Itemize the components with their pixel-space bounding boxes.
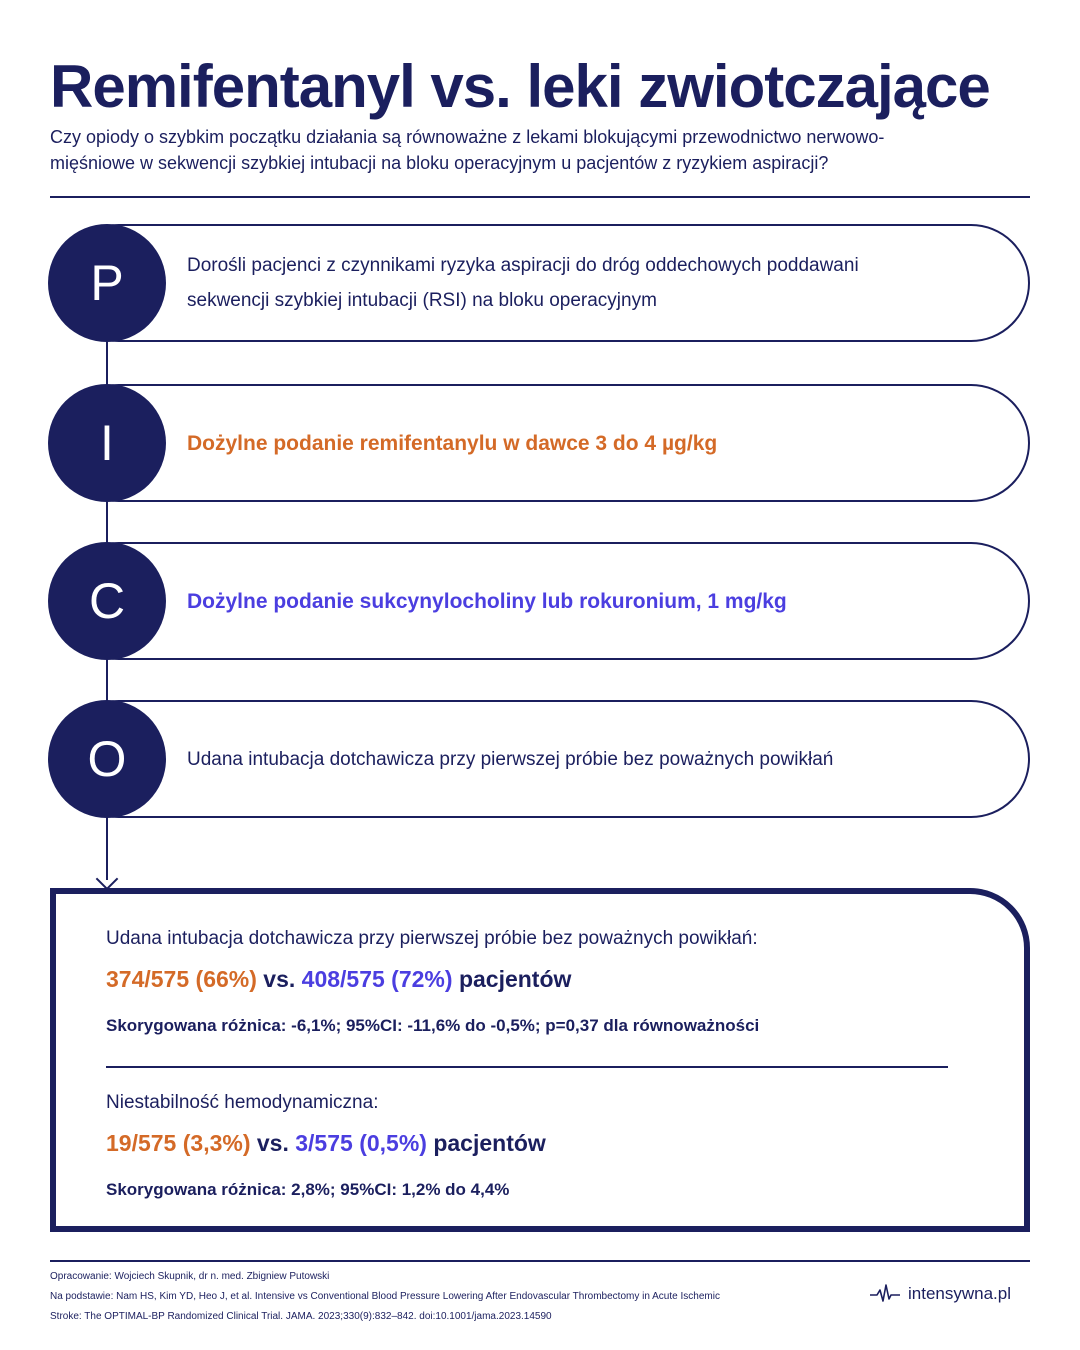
subtitle-line: mięśniowe w sekwencji szybkiej intubacji na bloku operacyjnym u pacjentów z ryzykiem aspiracji? — [50, 153, 829, 173]
remifentanyl-value: 19/575 (3,3%) — [106, 1130, 251, 1156]
arrow-down-icon — [96, 868, 119, 891]
secondary-outcome-detail: Skorygowana różnica: 2,8%; 95%CI: 1,2% do 4,4% — [106, 1180, 510, 1199]
pico-letter-i: I — [48, 384, 166, 502]
outcome-text: Udana intubacja dotchawicza przy pierwszej próbie bez poważnych powikłań — [187, 748, 834, 770]
brand-name: intensywna.pl — [908, 1284, 1012, 1303]
pico-letter-o: O — [48, 700, 166, 818]
results-divider — [106, 1066, 948, 1068]
heartbeat-icon — [870, 1282, 900, 1306]
footer-reference: Stroke: The OPTIMAL-BP Randomized Clinical Trial. JAMA. 2023;330(9):832–842. doi:10.1001/jama.2023.14590 — [50, 1311, 552, 1322]
population-line: sekwencji szybkiej intubacji (RSI) na bloku operacyjnym — [187, 290, 657, 311]
pico-population-card — [60, 224, 1030, 342]
secondary-outcome-result — [106, 1130, 546, 1157]
nmb-value: 408/575 (72%) — [301, 966, 453, 992]
pico-comparison-card — [60, 542, 1030, 660]
secondary-outcome-label: Niestabilność hemodynamiczna: — [106, 1092, 379, 1113]
pico-letter-c: C — [48, 542, 166, 660]
nmb-value: 3/575 (0,5%) — [295, 1130, 427, 1156]
vs-label: vs. — [263, 966, 296, 992]
comparison-text: Dożylne podanie sukcynylocholiny lub rokuronium, 1 mg/kg — [187, 589, 787, 613]
results-box — [50, 888, 1030, 1232]
footer-reference: Na podstawie: Nam HS, Kim YD, Heo J, et al. Intensive vs Conventional Blood Pressure Lowering After Endovascular Thrombectomy in Acute Ischemic — [50, 1291, 720, 1302]
header-divider — [50, 196, 1030, 198]
footer-credits: Opracowanie: Wojciech Skupnik, dr n. med. Zbigniew Putowski — [50, 1271, 330, 1282]
intervention-text: Dożylne podanie remifentanylu w dawce 3 do 4 µg/kg — [187, 431, 718, 455]
footer-divider — [50, 1260, 1030, 1262]
pico-intervention-card — [60, 384, 1030, 502]
population-line: Dorośli pacjenci z czynnikami ryzyka aspiracji do dróg oddechowych poddawani — [187, 255, 859, 276]
subtitle-line: Czy opiody o szybkim początku działania są równoważne z lekami blokującymi przewodnictwo nerwowo- — [50, 127, 885, 147]
pico-letter-p: P — [48, 224, 166, 342]
vs-label: vs. — [256, 1130, 289, 1156]
brand-logo — [870, 1282, 1011, 1306]
page-subtitle — [50, 124, 1040, 176]
primary-outcome-result — [106, 966, 571, 993]
primary-outcome-label: Udana intubacja dotchawicza przy pierwszej próbie bez poważnych powikłań: — [106, 928, 758, 949]
remifentanyl-value: 374/575 (66%) — [106, 966, 257, 992]
primary-outcome-detail: Skorygowana różnica: -6,1%; 95%CI: -11,6% do -0,5%; p=0,37 dla równoważności — [106, 1016, 760, 1035]
unit-label: pacjentów — [433, 1130, 546, 1156]
page-title: Remifentanyl vs. leki zwiotczające — [50, 53, 990, 120]
unit-label: pacjentów — [458, 966, 572, 992]
population-text — [187, 226, 988, 340]
pico-outcome-card — [60, 700, 1030, 818]
